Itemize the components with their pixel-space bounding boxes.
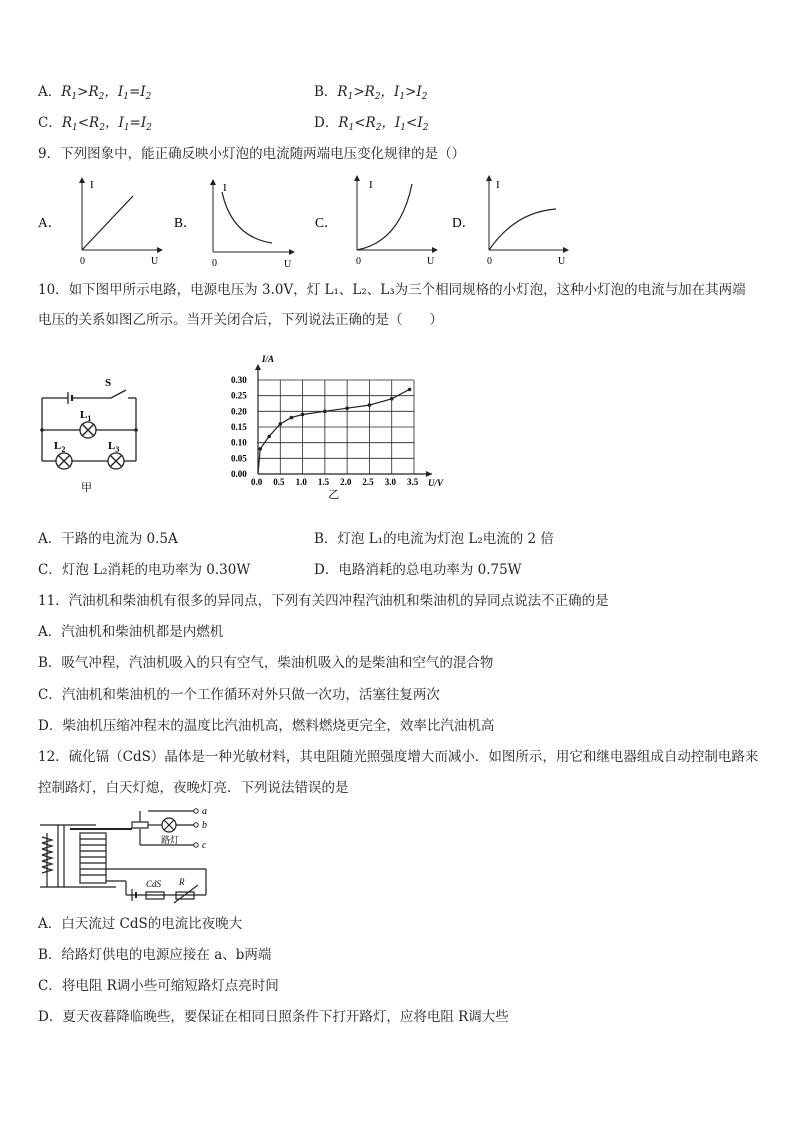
- lamp1-label: $L_1$: [80, 409, 92, 423]
- axis-label-u: U: [151, 256, 159, 267]
- data-point: [301, 413, 305, 417]
- origin-label: 0: [212, 258, 217, 269]
- chart-ylabel: I/A: [262, 354, 275, 364]
- q11-option-d[interactable]: D．柴油机压缩冲程末的温度比汽油机高，燃料燃烧更完全，效率比汽油机高: [38, 718, 495, 734]
- relay-diagram: [36, 803, 226, 903]
- axis-label-i: I: [369, 179, 373, 191]
- q8-option-c[interactable]: [38, 114, 152, 137]
- y-axis-arrow: [255, 364, 261, 370]
- axis-label-u: U: [558, 256, 566, 267]
- y-tick-label: 0.30: [231, 375, 247, 385]
- switch-label: S: [105, 377, 112, 389]
- y-tick-label: 0.15: [231, 422, 247, 432]
- q12-option-c[interactable]: C．将电阻 R调小些可缩短路灯点亮时间: [38, 978, 279, 994]
- origin-label: 0: [487, 256, 492, 267]
- q10-option-d[interactable]: D．电路消耗的总电功率为 0.75W: [314, 562, 522, 578]
- option-letter: C．: [38, 115, 62, 131]
- origin-label: 0: [356, 256, 361, 267]
- y-tick-label: 0.25: [231, 390, 247, 401]
- chart-xlabel: U/V: [428, 478, 444, 488]
- curve-c: [357, 184, 412, 250]
- q11-stem: 11．汽油机和柴油机有很多的异同点，下列有关四冲程汽油机和柴油机的异同点说法不正确的是: [38, 593, 609, 609]
- axis-label-i: I: [223, 182, 227, 194]
- data-point: [368, 403, 372, 407]
- circuit-caption: 甲: [81, 482, 92, 494]
- q10-option-a[interactable]: A．干路的电流为 0.5A: [38, 531, 178, 547]
- option-text: $R_1<R_2$，$I_1=I_2$: [61, 115, 152, 133]
- q8-option-d[interactable]: [314, 114, 428, 137]
- option-letter: A．: [38, 84, 62, 100]
- axis-label-i: I: [90, 179, 94, 191]
- q11-option-c[interactable]: C．汽油机和柴油机的一个工作循环对外只做一次功，活塞往复两次: [38, 687, 440, 703]
- chart-caption: 乙: [328, 489, 340, 501]
- curve-d: [489, 209, 556, 250]
- x-tick-label: 0.5: [273, 477, 285, 487]
- q10-option-c[interactable]: C．灯泡 L₂消耗的电功率为 0.30W: [38, 562, 251, 578]
- data-point: [408, 388, 412, 392]
- graph-c[interactable]: [315, 178, 435, 267]
- switch-blade: [111, 390, 126, 398]
- axis-label-i: I: [496, 179, 500, 191]
- x-tick-label: 1.0: [295, 477, 307, 487]
- q10-stem-line1: 10．如下图甲所示电路，电源电压为 3.0V，灯 L₁、L₂、L₃为三个相同规格的小灯泡，这种小灯泡的电流与加在其两端: [38, 282, 746, 298]
- q10-option-b[interactable]: B．灯泡 L₁的电流为灯泡 L₂电流的 2 倍: [314, 531, 554, 547]
- graph-d[interactable]: [452, 178, 566, 267]
- option-letter: D．: [314, 115, 339, 131]
- option-text: $R_1>R_2$，$I_1>I_2$: [337, 84, 428, 102]
- cds-label: CdS: [146, 879, 162, 889]
- y-tick-label: 0.00: [231, 469, 247, 479]
- curve-b: [222, 192, 272, 243]
- data-point: [290, 416, 294, 420]
- r-label: R: [179, 877, 185, 887]
- x-tick-label: 2.5: [362, 477, 374, 487]
- x-tick-label: 3.0: [384, 477, 396, 487]
- data-point: [345, 406, 349, 410]
- option-text: $R_1<R_2$，$I_1<I_2$: [338, 115, 429, 133]
- q11-option-a[interactable]: A．汽油机和柴油机都是内燃机: [38, 624, 224, 640]
- lamp-label: 路灯: [161, 835, 180, 845]
- graph-a-letter: A．: [38, 215, 62, 230]
- q12-option-b[interactable]: B．给路灯供电的电源应接在 a、b两端: [38, 947, 272, 963]
- graph-c-letter: C．: [315, 215, 338, 230]
- x-tick-label: 0.0: [251, 477, 263, 487]
- terminal-b-label: b: [202, 820, 207, 831]
- q9-graphs: [0, 172, 794, 282]
- chart-points: [258, 388, 411, 451]
- graph-b-letter: B．: [174, 215, 197, 230]
- data-point: [390, 397, 394, 401]
- graph-b[interactable]: [174, 182, 292, 270]
- graph-a[interactable]: [38, 179, 160, 267]
- chart-axes: [255, 364, 432, 477]
- chart-grid: [258, 380, 414, 474]
- q12-stem-line2: 控制路灯，白天灯熄，夜晚灯亮．下列说法错误的是: [38, 780, 349, 796]
- q12-option-a[interactable]: A．白天流过 CdS的电流比夜晚大: [38, 916, 243, 932]
- x-tick-label: 2.0: [340, 477, 352, 487]
- q12-stem-line1: 12．硫化镉（CdS）晶体是一种光敏材料，其电阻随光照强度增大而减小．如图所示，用它和继电器组成自动控制电路来: [38, 749, 759, 765]
- chart-series-line: [258, 389, 410, 474]
- y-tick-label: 0.20: [231, 406, 247, 417]
- x-tick-label: 3.5: [407, 477, 419, 487]
- data-point: [258, 447, 262, 451]
- lamp2-label: $L_2$: [54, 440, 66, 454]
- q8-option-b[interactable]: [314, 83, 428, 106]
- y-tick-label: 0.10: [231, 437, 247, 448]
- terminal-a-label: a: [202, 806, 207, 817]
- option-letter: B．: [314, 84, 338, 100]
- q10-stem-line2: 电压的关系如图乙所示。当开关闭合后，下列说法正确的是（ ）: [38, 312, 443, 328]
- terminal-c-label: c: [202, 840, 207, 851]
- data-point: [278, 422, 282, 426]
- x-axis-arrow: [426, 471, 432, 477]
- q12-option-d[interactable]: D．夏天夜暮降临晚些，要保证在相同日照条件下打开路灯，应将电阻 R调大些: [38, 1009, 509, 1025]
- lamp3-label: $L_3$: [108, 440, 120, 454]
- q11-option-b[interactable]: B．吸气冲程，汽油机吸入的只有空气，柴油机吸入的是柴油和空气的混合物: [38, 655, 494, 671]
- option-text: $R_1>R_2$，$I_1=I_2$: [61, 84, 152, 102]
- graph-d-letter: D．: [452, 215, 476, 230]
- data-point: [267, 435, 271, 439]
- iv-chart: [228, 346, 444, 501]
- origin-label: 0: [80, 256, 85, 267]
- q8-option-a[interactable]: [38, 83, 151, 106]
- curve-a: [82, 196, 133, 250]
- data-point: [323, 410, 327, 414]
- axis-label-u: U: [284, 259, 292, 270]
- x-tick-label: 1.5: [317, 477, 330, 487]
- circuit-diagram: [36, 368, 166, 498]
- y-tick-label: 0.05: [231, 453, 247, 464]
- q9-stem: 9．下列图象中，能正确反映小灯泡的电流随两端电压变化规律的是（）: [38, 146, 466, 162]
- axis-label-u: U: [427, 256, 435, 267]
